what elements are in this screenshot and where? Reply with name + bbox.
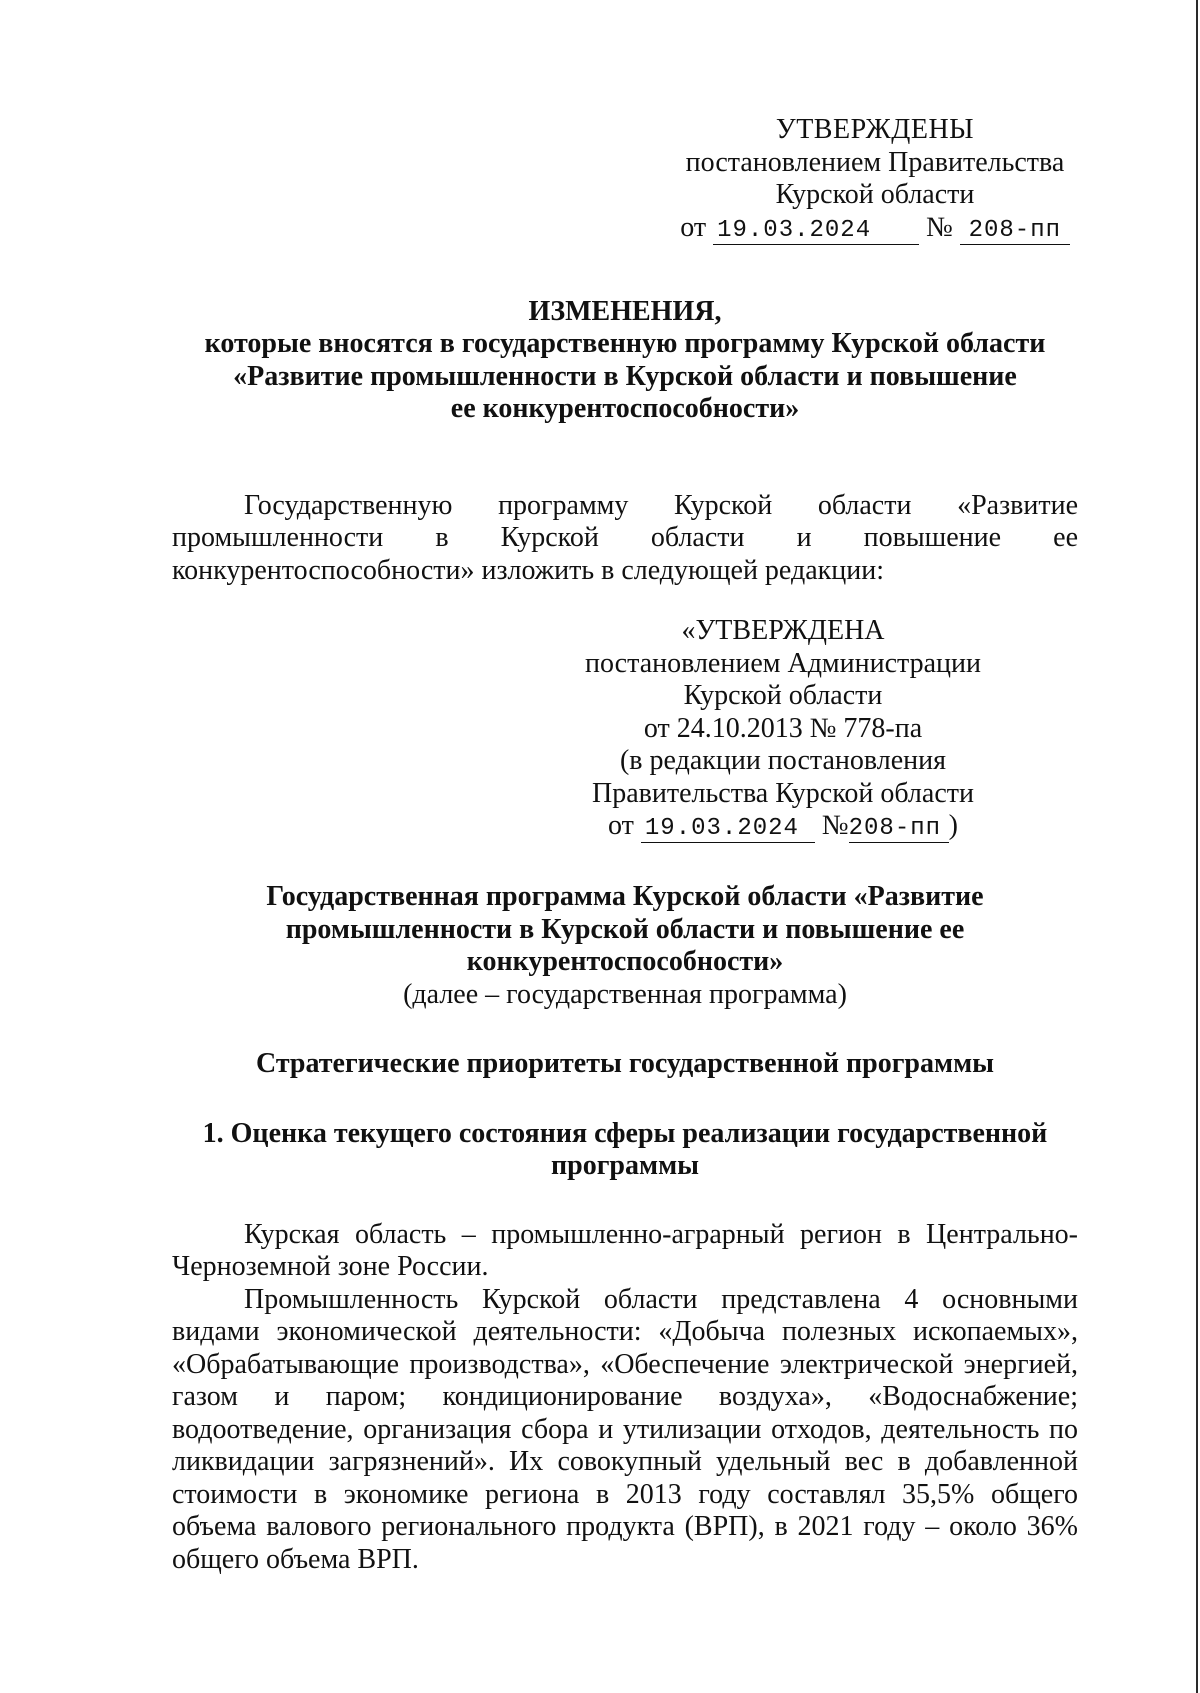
program-title-line-1: Государственная программа Курской области «Развитие (266, 881, 984, 912)
approval-mid-line-2: Курской области (683, 680, 883, 711)
approval-mid-title: «УТВЕРЖДЕНА (681, 615, 885, 646)
body-paragraph-1: Курская область – промышленно-аграрный регион в Центрально-Черноземной зоне России. (172, 1218, 1078, 1282)
mid-number-sign: № (821, 810, 849, 841)
approval-mid-date-line (580, 810, 986, 843)
approval-mid-line-1: постановлением Администрации (585, 647, 981, 679)
changes-title (172, 296, 1078, 426)
section-1-heading-line-2: программы (551, 1150, 699, 1181)
mid-date-prefix: от (608, 810, 634, 841)
section-1-heading (172, 1118, 1078, 1183)
mid-close-paren: ) (948, 810, 958, 841)
approval-stamp-mid (580, 615, 986, 843)
intro-paragraph: Государственную программу Курской области «Развитие промышленности в Курской области и повышение ее конкурентоспособности» изложить в следующей редакции: (172, 489, 1078, 586)
body-paragraph-2: Промышленность Курской области представлена 4 основными видами экономической деятельности: «Добыча полезных ископаемых», «Обрабатывающие производства», «Обеспечение электрической энергией, газом и паром; кондиционирование воздуха», «Водоснабжение; водоотведение, организация сбора и утилизации отходов, деятельность по ликвидации загрязнений». Их совокупный удельный вес в добавленной стоимости в экономике региона в 2013 году составлял 35,5% общего объема валового регионального продукта (ВРП), в 2021 году – около 36% общего объема ВРП. (172, 1283, 1078, 1575)
program-title (172, 881, 1078, 979)
scan-edge-line (1196, 0, 1198, 1693)
approval-stamp-top (672, 114, 1078, 245)
program-subtitle: (далее – государственная программа) (403, 978, 847, 1010)
approval-date-line (672, 212, 1078, 245)
document-content (172, 114, 1078, 1576)
number-sign: № (926, 211, 953, 243)
approval-mid-line-3: от 24.10.2013 № 778-па (643, 712, 923, 744)
section-1-heading-line-1: 1. Оценка текущего состояния сферы реализации государственной (202, 1117, 1048, 1149)
approval-line-1: постановлением Правительства (685, 146, 1065, 178)
changes-title-line-3: «Развитие промышленности в Курской области и повышение (233, 360, 1017, 392)
approval-number: 208-пп (960, 218, 1070, 245)
strategic-priorities-heading: Стратегические приоритеты государственной программы (255, 1048, 995, 1079)
approval-title: УТВЕРЖДЕНЫ (775, 114, 975, 145)
approval-line-2: Курской области (775, 179, 975, 210)
program-title-line-2: промышленности в Курской области и повышение ее (285, 913, 965, 945)
approval-mid-number: 208-пп (849, 816, 949, 843)
changes-title-line-4: ее конкурентоспособности» (450, 393, 800, 424)
changes-title-line-2: которые вносятся в государственную программу Курской области (204, 328, 1046, 359)
program-title-line-3: конкурентоспособности» (466, 946, 784, 977)
approval-date: 19.03.2024 (713, 218, 919, 245)
date-prefix: от (680, 211, 707, 243)
approval-mid-date: 19.03.2024 (641, 816, 815, 843)
changes-title-line-1: ИЗМЕНЕНИЯ, (528, 295, 722, 327)
approval-mid-line-4: (в редакции постановления (619, 745, 947, 776)
approval-mid-line-5: Правительства Курской области (592, 777, 974, 809)
